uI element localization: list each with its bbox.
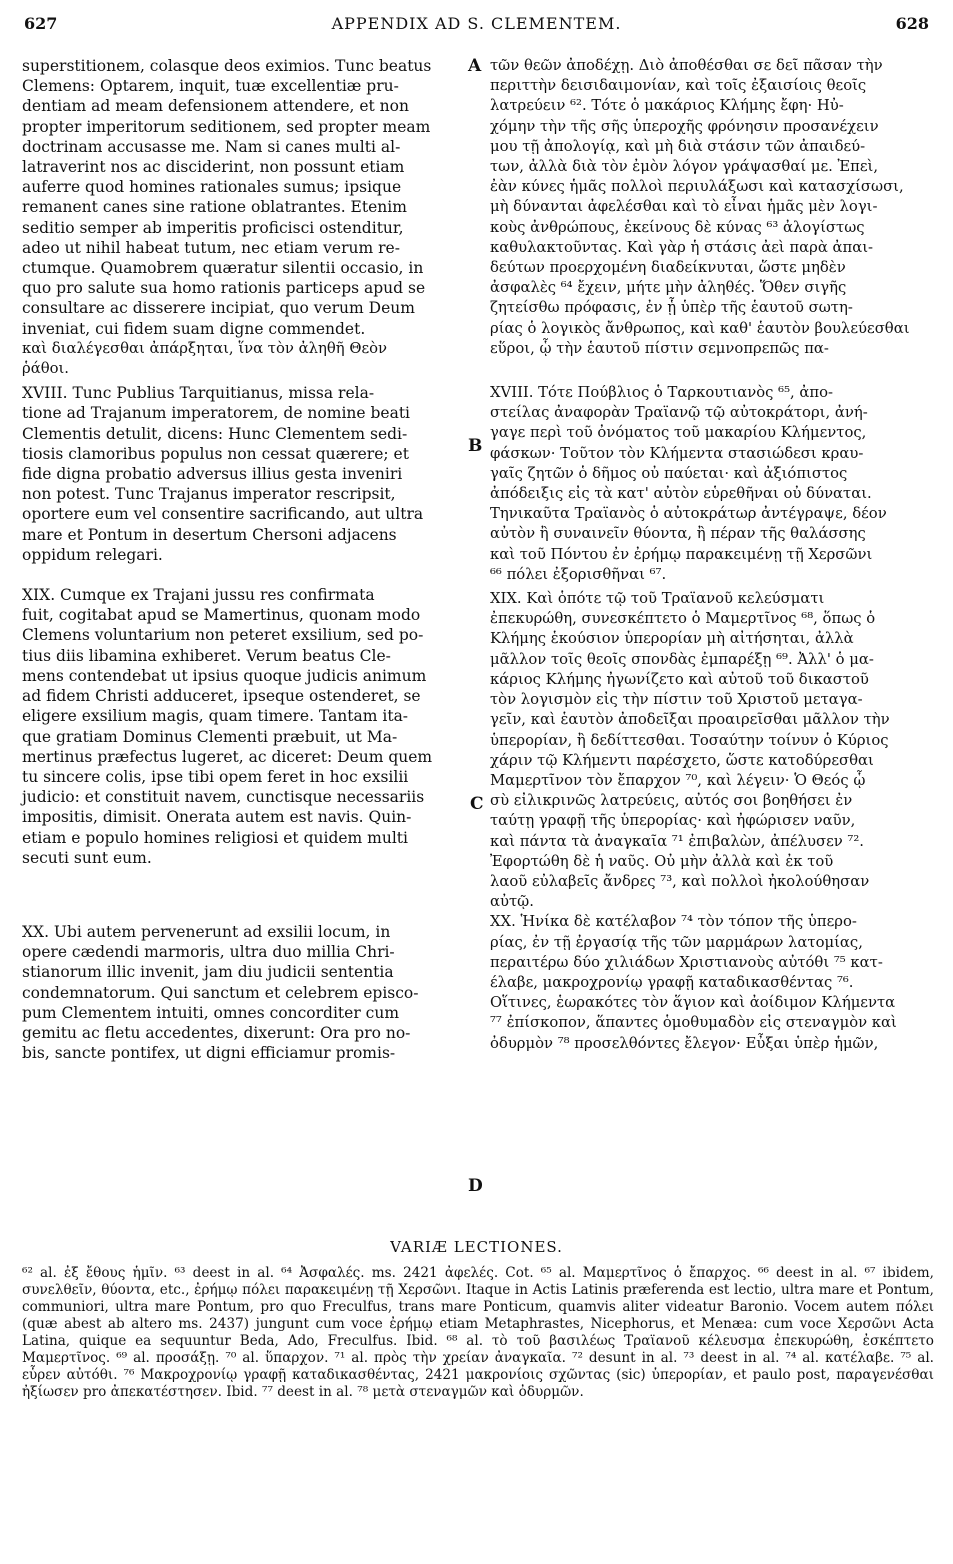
greek-paragraph-1: τῶν θεῶν ἀποδέχῃ. Διὸ ἀποθέσθαι σε δεῖ πᾶσαν τὴν περιττὴν δεισιδαιμονίαν, καὶ τοῖς ἐξαισίοις θεοῖς λατρεύειν ⁶². Τότε ὁ μακάριος Κλήμης ἔφη· Ηὐ- χόμην τὴν τῆς σῆς ὑπεροχῆς φρόνησιν προσανέχειν μου τῇ ἀπολογίᾳ, καὶ μὴ διὰ στάσιν τῶν ἀπαιδεύ- των, ἀλλὰ διὰ τὸν ἐμὸν λόγον γράψασθαί με. Ἐπεὶ, ἐὰν κύνες ἡμᾶς πολλοὶ περιυλάξωσι καὶ κατασχίσωσι, μὴ δύνανται ἀφελέσθαι καὶ τὸ εἶναι ἡμᾶς μὲν λογι- κοὺς ἀνθρώπους, ἐκείνους δὲ κύνας ⁶³ ἀλογίστως καθυλακτοῦντας. Καὶ γὰρ ἡ στάσις ἀεὶ παρὰ ἀπαι- δεύτων προερχομένη διαδείκνυται, ὥστε μηδὲν ἀσφαλὲς ⁶⁴ ἔχειν, μήτε μὴν ἀληθές. Ὅθεν σιγῆς ζητείσθω πρόφασις, ἐν ᾗ ὑπὲρ τῆς ἑαυτοῦ σωτη- ρίας ὁ λογικὸς ἄνθρωπος, καὶ καθ' ἑαυτὸν βουλεύεσθαι εὕροι, ᾧ τὴν ἑαυτοῦ πίστιν σεμνοπρεπῶς πα- [490, 57, 910, 357]
greek-paragraph-xix: XIX. Καὶ ὁπότε τῷ τοῦ Τραϊανοῦ κελεύσματι ἐπεκυρώθη, συνεσκέπτετο ὁ Μαμερτῖνος ⁶⁸, ὅπως ὁ Κλήμης ἑκούσιον ὑπερορίαν μὴ αἰτήσηται, ἀλλὰ μᾶλλον τοῖς θεοῖς σπονδὰς ἐμπαρέξῃ ⁶⁹. Ἀλλ' ὁ μα- κάριος Κλήμης ἠγωνίζετο καὶ αὐτοῦ τοῦ δικαστοῦ τὸν λογισμὸν εἰς τὴν πίστιν τοῦ Χριστοῦ μεταγα- γεῖν, καὶ ἑαυτὸν ἀποδεῖξαι προαιρεῖσθαι μᾶλλον τὴν ὑπερορίαν, ἢ δεδίττεσθαι. Τοσαύτην τοίνυν ὁ Κύριος χάριν τῷ Κλήμεντι παρέσχετο, ὥστε κατοδύρεσθαι Μαμερτῖνον τὸν ἔπαρχον ⁷⁰, καὶ λέγειν· Ὁ Θεός ᾧ σὺ εἰλικρινῶς λατρεύεις, αὐτός σοι βοηθήσει ἐν ταύτῃ γραφῇ τῆς ὑπερορίας· καὶ ἠφώρισεν ναῦν, καὶ πάντα τὰ ἀναγκαῖα ⁷¹ ἐπιβαλὼν, ἀπέλυσεν ⁷². Ἐφορτώθη δὲ ἡ ναῦς. Οὐ μὴν ἀλλὰ καὶ ἐκ τοῦ λαοῦ εὐλαβεῖς ἄνδρες ⁷³, καὶ πολλοὶ ἠκολούθησαν αὐτῷ. [490, 590, 890, 911]
latin-paragraph-xx: XX. Ubi autem pervenerunt ad exsilii locum, in opere cædendi marmoris, ultra duo millia Chri- stianorum illic invenit, jam diu judicii sententia condemnatorum. Qui sanctum et celebrem episco- pum Clementem intuiti, omnes concorditer cum gemitu ac fletu accedentes, dixerunt: Ora pro no- bis, sancte pontifex, ut digni efficiamur promis- [22, 922, 419, 1063]
margin-letter-d: D [468, 1176, 483, 1196]
latin-paragraph-1-greek-tail: καὶ διαλέγεσθαι ἀπάρξηται, ἵνα τὸν ἀληθῆ Θεὸν ῥάθοι. [22, 339, 388, 378]
greek-paragraph-xviii: XVIII. Τότε Πούβλιος ὁ Ταρκουτιανὸς ⁶⁵, ἀπο- στείλας ἀναφορὰν Τραϊανῷ τῷ αὐτοκράτορι, ἀνή- γαγε περὶ τοῦ ὀνόματος τοῦ μακαρίου Κλήμεντος, φάσκων· Τοῦτον τὸν Κλήμεντα στασιώδεσι κραυ- γαῖς ζητῶν ὁ δῆμος οὐ παύεται· καὶ ἀξιόπιστος ἀπόδειξις εἰς τὰ κατ' αὐτὸν εὑρεθῆναι οὐ δύναται. Τηνικαῦτα Τραϊανὸς ὁ αὐτοκράτωρ ἀντέγραψε, δέον αὐτὸν ἢ συναινεῖν θύοντα, ἢ πέραν τῆς θαλάσσης καὶ τοῦ Πόντου ἐν ἐρήμῳ παρακειμένῃ τῇ Χερσῶνι ⁶⁶ πόλει ἐξορισθῆναι ⁶⁷. [490, 384, 887, 583]
running-title: APPENDIX AD S. CLEMENTEM. [331, 14, 622, 33]
page-number-right: 628 [895, 14, 929, 33]
latin-paragraph-xviii: XVIII. Tunc Publius Tarquitianus, missa rela- tione ad Trajanum imperatorem, de nomine beati Clementis detulit, dicens: Hunc Clementem sedi- tiosis clamoribus populus non cessat quærere; et fide digna probatio adversus illius gesta inveniri non potest. Tunc Trajanus imperator rescripsit, oportere eum vel consentire sacrificando, aut ultra mare et Pontum in desertum Chersoni adjacens oppidum relegari. [22, 384, 424, 564]
margin-letter-b: B [468, 436, 483, 456]
variae-lectiones-heading: VARIÆ LECTIONES. [390, 1238, 563, 1256]
greek-column [490, 56, 932, 1054]
variae-lectiones-notes [22, 1265, 934, 1401]
variae-lectiones-text: ⁶² al. ἐξ ἔθους ἡμῖν. ⁶³ deest in al. ⁶⁴ Ἀσφαλές. ms. 2421 ἀφελές. Cot. ⁶⁵ al. Μαμερτῖνος ὁ ἔπαρχος. ⁶⁶ deest in al. ⁶⁷ ibidem, συνελθεῖν, θύοντα, etc., ἐρήμῳ πόλει παρακειμένῃ τῇ Χερσῶνι. Itaque in Actis Latinis præferenda est lectio, ultra mare et Pontum, communiori, ultra mare Pontum, pro quo Freculfus, trans mare Ponticum, quamvis aliter videatur Baronio. Vocem autem πόλει (quæ abest ab altero ms. 2437) jungunt cum voce ἐρήμῳ etiam Metaphrastes, Nicephorus, et Menæa: cum voce Χερσῶνι Acta Latina, quique ea sequuntur Beda, Ado, Freculfus. Ibid. ⁶⁸ al. τὸ τοῦ βασιλέως Τραϊανοῦ κέλευσμα ἐπεκυρώθη, ἐσκέπτετο Μαμερτῖνος. ⁶⁹ al. προσάξῃ. ⁷⁰ al. ὕπαρχον. ⁷¹ al. πρὸς τὴν χρείαν ἀναγκαῖα. ⁷² desunt in al. ⁷³ deest in al. ⁷⁴ al. κατέλαβε. ⁷⁵ al. εὗρεν αὐτόθι. ⁷⁶ Μακροχρονίῳ γραφῇ καταδικασθέντας, 2421 μακρονίοις σχῶντας (sic) ὑπερορίαν, et paulo post, παραγενέσθαι ἠξίωσεν pro ἀπεκατέστησεν. Ibid. ⁷⁷ deest in al. ⁷⁸ μετὰ στεναγμῶν καὶ ὀδυρμῶν. [22, 1265, 934, 1400]
page-number-left: 627 [24, 14, 58, 33]
greek-paragraph-xx: XX. Ἡνίκα δὲ κατέλαβον ⁷⁴ τὸν τόπον τῆς ὑπερο- ρίας, ἐν τῇ ἐργασίᾳ τῆς τῶν μαρμάρων λατομίας, περαιτέρω δύο χιλιάδων Χριστιανοὺς αὐτόθι ⁷⁵ κατ- έλαβε, μακροχρονίῳ γραφῇ καταδικασθέντας ⁷⁶. Οἵτινες, ἑωρακότες τὸν ἅγιον καὶ ἀοίδιμον Κλήμεντα ⁷⁷ ἐπίσκοπον, ἅπαντες ὁμοθυμαδὸν εἰς στεναγμὸν καὶ ὀδυρμὸν ⁷⁸ προσελθόντες ἔλεγον· Εὖξαι ὑπὲρ ἡμῶν, [490, 913, 897, 1052]
latin-paragraph-xix: XIX. Cumque ex Trajani jussu res confirmata fuit, cogitabat apud se Mamertinus, quonam modo Clemens voluntarium non peteret exsilium, sed po- tius diis libamina exhiberet. Verum beatus Cle- mens contendebat ut ipsius quoque judicis animum ad fidem Christi adduceret, ipseque ostenderet, se eligere exsilium magis, quam timere. Tantam ita- que gratiam Dominus Clementi præbuit, ut Ma- mertinus præfectus lugeret, ac diceret: Deum quem tu sincere colis, ipse tibi opem feret in hoc exsilii judicio: et constituit navem, cunctisque necessariis impositis, dimisit. Onerata autem est navis. Quin- etiam e populo homines religiosi et quidem multi secuti sunt eum. [22, 586, 433, 867]
margin-letter-a: A [468, 56, 482, 76]
page-header [0, 14, 953, 40]
latin-column [22, 56, 463, 1063]
latin-paragraph-1: superstitionem, colasque deos eximios. Tunc beatus Clemens: Optarem, inquit, tuæ excellentiæ pru- dentiam ad meam defensionem attendere, et non propter imperitorum seditionem, sed propter meam doctrinam accusasse me. Nam si canes multi al- latraverint nos ac disciderint, non possunt etiam auferre quod homines rationales sumus; ipsique remanent canes sine ratione oblatrantes. Etenim seditio semper ab imperitis proficisci ostenditur, adeo ut nihil habeat tutum, nec etiam verum re- ctumque. Quamobrem quæratur silentii occasio, in quo pro salute sua homo rationis particeps apud se consultare ac disserere incipiat, quo verum Deum inveniat, cui fidem suam digne commendet. [22, 57, 432, 338]
margin-letter-c: C [470, 794, 484, 814]
